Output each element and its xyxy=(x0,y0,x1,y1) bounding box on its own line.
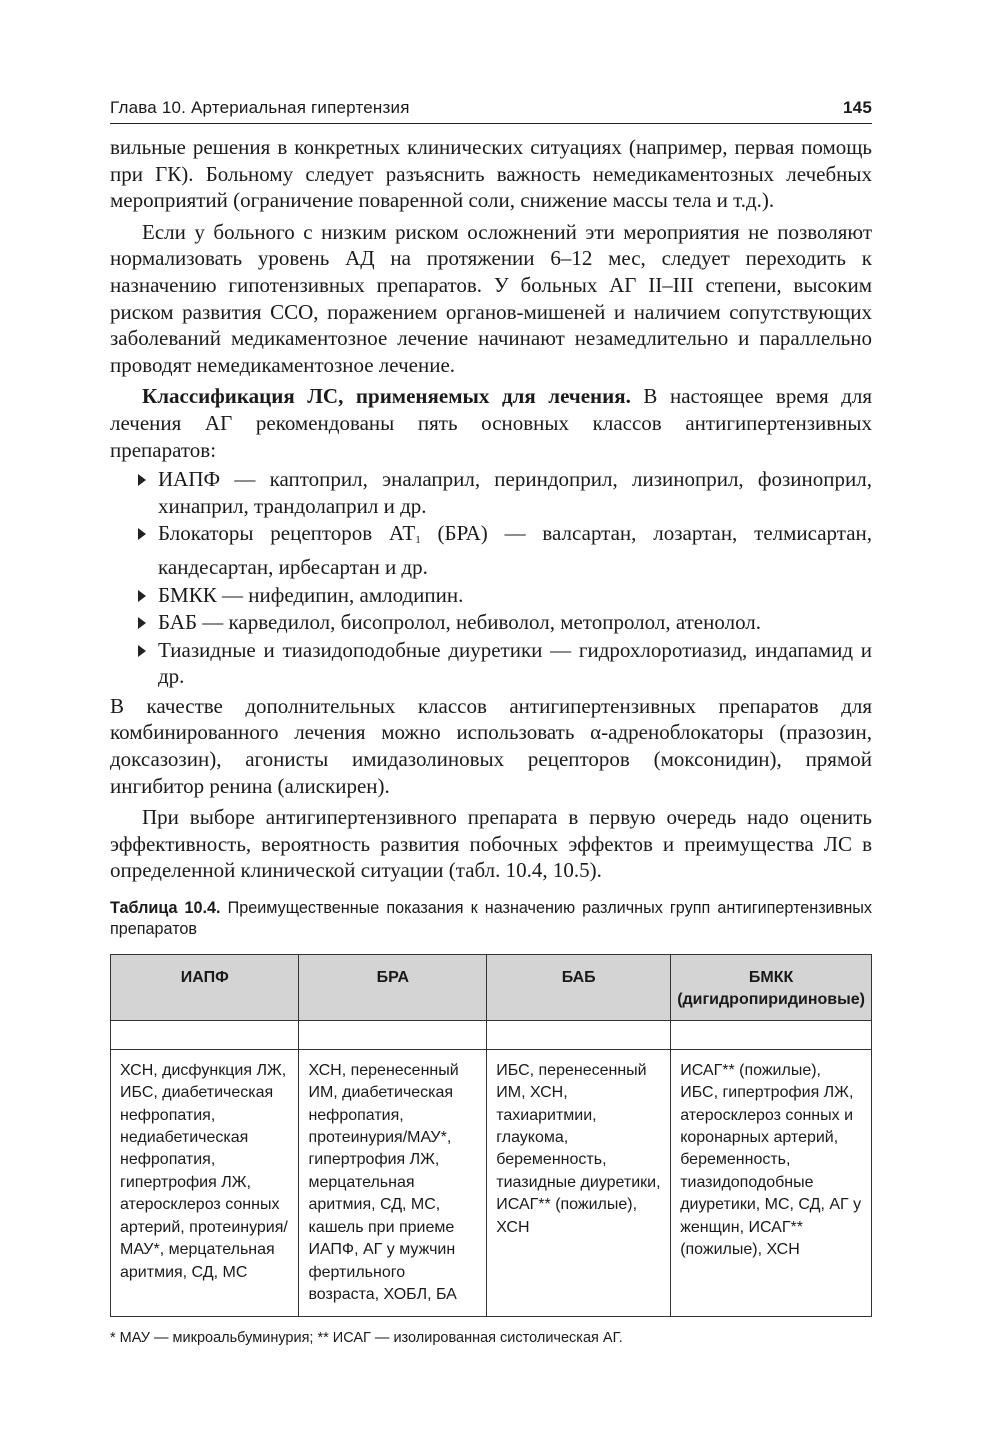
paragraph-2: Если у больного с низким риском осложнений эти мероприятия не позволяют нормализовать уровень АД на протяжении 6–12 мес, следует переходить к назначению гипотензивных препаратов. У больных АГ II–III степени, высоким риском развития ССО, поражением органов-мишеней и наличием сопутствующих заболеваний медикаментозное лечение начинают незамедлительно и параллельно проводят немедикаментозное лечение. xyxy=(110,219,872,377)
column-header: БРА xyxy=(299,955,487,1021)
bullet-text: ИАПФ — каптоприл, эналаприл, периндоприл, лизиноприл, фозиноприл, хинаприл, трандолаприл и др. xyxy=(158,467,872,518)
list-item xyxy=(158,637,872,690)
book-page xyxy=(110,98,872,1346)
list-item xyxy=(158,520,872,580)
table-header-row xyxy=(111,955,872,1021)
table-row xyxy=(111,1049,872,1316)
indications-table xyxy=(110,954,872,1317)
bullet-text: БМКК — нифедипин, амлодипин. xyxy=(158,582,464,607)
paragraph-3-text: В настоящее время для лечения АГ рекомендованы пять основных классов антигипертензивных препаратов: xyxy=(110,384,872,462)
table-cell: ИБС, перенесенный ИМ, ХСН, тахиаритмии, глаукома, беременность, тиазидные диуретики, ИСАГ** (пожилые), ХСН xyxy=(487,1049,671,1316)
list-item xyxy=(158,609,872,636)
drug-class-list xyxy=(110,466,872,690)
paragraph-4: В качестве дополнительных классов антигипертензивных препаратов для комбинированного лечения можно использовать α-адреноблокаторы (празозин, доксазозин), агонисты имидазолиновых рецепторов (моксонидин), прямой ингибитор ренина (алискирен). xyxy=(110,693,872,798)
page-number: 145 xyxy=(843,98,872,117)
bullet-triangle-icon xyxy=(138,617,146,629)
table-footnote: * МАУ — микроальбуминурия; ** ИСАГ — изолированная систолическая АГ. xyxy=(110,1330,623,1347)
bullet-triangle-icon xyxy=(138,474,146,486)
subscript: 1 xyxy=(415,534,421,547)
table-caption-label: Таблица 10.4. xyxy=(110,899,221,918)
column-header xyxy=(671,955,872,1021)
bullet-triangle-icon xyxy=(138,645,146,657)
paragraph-1: вильные решения в конкретных клинических ситуациях (например, первая помощь при ГК). Больному следует разъяснить важность немедикаментозных лечебных мероприятий (ограничение поваренной соли, снижение массы тела и т.д.). xyxy=(110,135,872,213)
table-cell: ХСН, дисфункция ЛЖ, ИБС, диабетическая нефропатия, недиабетическая нефропатия, гипертрофия ЛЖ, атеросклероз сонных артерий, протеинурия/МАУ*, мерцательная аритмия, СД, МС xyxy=(111,1049,299,1316)
paragraph-3 xyxy=(110,383,872,463)
column-header-line: БМКК xyxy=(748,969,794,987)
table-cell: ХСН, перенесенный ИМ, диабетическая нефропатия, протеинурия/МАУ*, гипертрофия ЛЖ, мерцательная аритмия, СД, МС, кашель при приеме ИАПФ, АГ у мужчин фертильного возраста, ХОБЛ, БА xyxy=(299,1049,487,1316)
column-header: ИАПФ xyxy=(111,955,299,1021)
bullet-text: Тиазидные и тиазидоподобные диуретики — гидрохлоротиазид, индапамид и др. xyxy=(158,637,872,689)
chapter-title: Глава 10. Артериальная гипертензия xyxy=(110,98,410,117)
section-lead: Классификация ЛС, применяемых для лечения. xyxy=(142,384,631,409)
bullet-triangle-icon xyxy=(138,590,146,602)
bullet-triangle-icon xyxy=(138,528,146,540)
table-spacer xyxy=(111,1020,872,1049)
bullet-text-cont: (БРА) — валсартан, лозартан, телмисартан, кандесартан, ирбесартан и др. xyxy=(158,521,873,579)
bullet-text: БАБ — карведилол, бисопролол, небиволол, метопролол, атенолол. xyxy=(158,610,762,635)
running-header xyxy=(110,98,872,124)
list-item xyxy=(158,466,872,519)
bullet-text: Блокаторы рецепторов АТ xyxy=(158,521,416,546)
table-caption xyxy=(110,898,872,940)
column-header-line: (дигидропиридиновые) xyxy=(677,991,865,1009)
column-header: БАБ xyxy=(487,955,671,1021)
paragraph-5: При выборе антигипертензивного препарата в первую очередь надо оценить эффективность, вероятность развития побочных эффектов и преимущества ЛС в определенной клинической ситуации (табл. 10.4, 10.5). xyxy=(110,805,872,883)
list-item xyxy=(158,582,872,609)
body-text xyxy=(110,134,872,884)
table-cell: ИСАГ** (пожилые), ИБС, гипертрофия ЛЖ, атеросклероз сонных и коронарных артерий, беременность, тиазидоподобные диуретики, МС, СД, АГ у женщин, ИСАГ** (пожилые), ХСН xyxy=(671,1049,872,1316)
table-caption-text: Преимущественные показания к назначению различных групп антигипертензивных препаратов xyxy=(110,899,872,939)
